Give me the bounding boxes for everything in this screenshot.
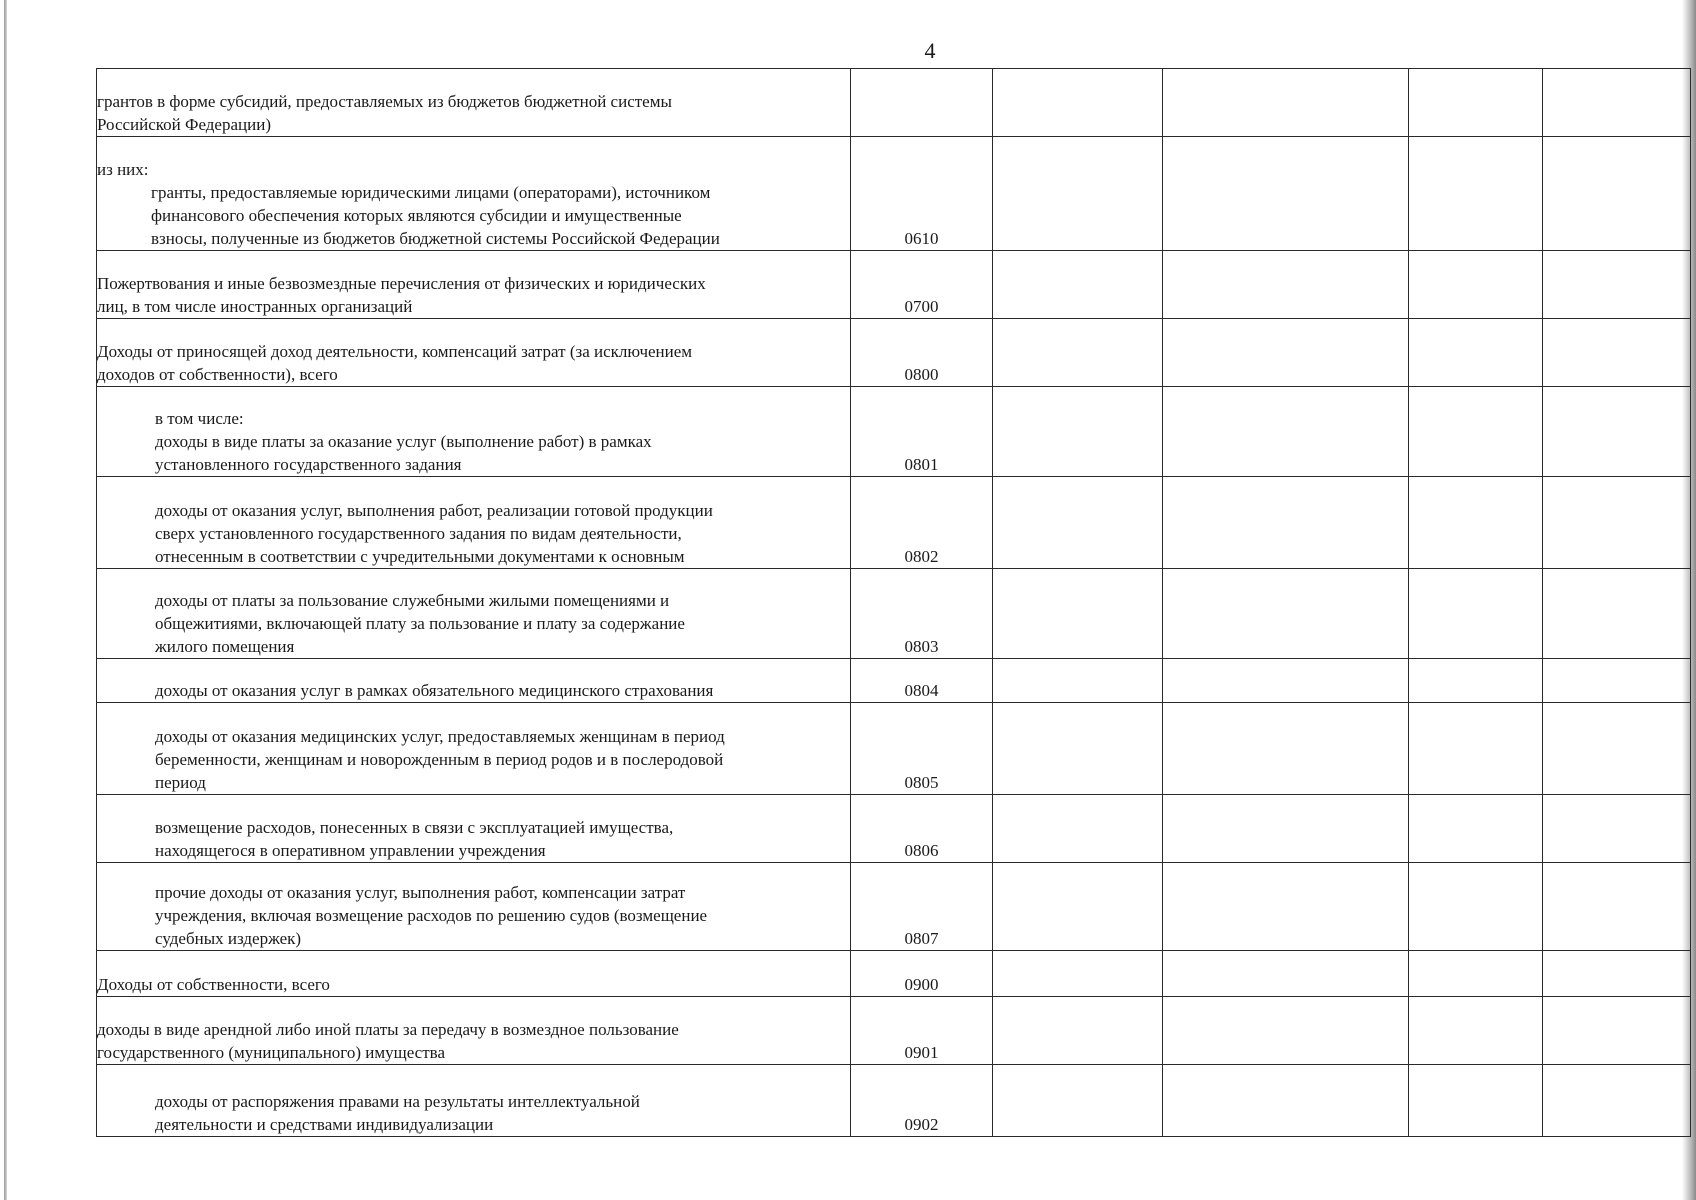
row-label: прочие доходы от оказания услуг, выполнения работ, компенсации затрат учреждения, включая возмещение расходов по решению судов (возмещение судебных издержек): [97, 863, 851, 951]
value-cell: [1163, 477, 1409, 569]
row-code: 0902: [851, 1065, 993, 1137]
value-cell: [1163, 659, 1409, 703]
value-cell: [993, 703, 1163, 795]
table-row: [97, 387, 1691, 477]
row-label: доходы от оказания услуг, выполнения работ, реализации готовой продукции сверх установленного государственного задания по видам деятельности, отнесенным в соответствии с учредительными документами к основным: [97, 477, 851, 569]
table-row: [97, 659, 1691, 703]
row-label: Пожертвования и иные безвозмездные перечисления от физических и юридических лиц, в том числе иностранных организаций: [97, 251, 851, 319]
value-cell: [1163, 951, 1409, 997]
value-cell: [1163, 569, 1409, 659]
row-code: 0610: [851, 137, 993, 251]
value-cell: [1409, 137, 1543, 251]
value-cell: [993, 951, 1163, 997]
value-cell: [1543, 951, 1691, 997]
value-cell: [993, 795, 1163, 863]
table-row: [97, 569, 1691, 659]
row-code: 0901: [851, 997, 993, 1065]
value-cell: [993, 69, 1163, 137]
value-cell: [993, 1065, 1163, 1137]
row-label: в том числе: доходы в виде платы за оказание услуг (выполнение работ) в рамках установленного государственного задания: [97, 387, 851, 477]
value-cell: [993, 387, 1163, 477]
value-cell: [1543, 319, 1691, 387]
table-row: [97, 863, 1691, 951]
row-code: 0700: [851, 251, 993, 319]
table-row: [97, 703, 1691, 795]
value-cell: [993, 997, 1163, 1065]
table-row: [97, 1065, 1691, 1137]
row-label: Доходы от собственности, всего: [97, 951, 851, 997]
value-cell: [1409, 477, 1543, 569]
row-label: доходы от распоряжения правами на результаты интеллектуальной деятельности и средствами индивидуализации: [97, 1065, 851, 1137]
value-cell: [1409, 659, 1543, 703]
table-row: [97, 951, 1691, 997]
row-label: доходы в виде арендной либо иной платы за передачу в возмездное пользование государственного (муниципального) имущества: [97, 997, 851, 1065]
value-cell: [1543, 137, 1691, 251]
row-code: 0807: [851, 863, 993, 951]
value-cell: [1163, 703, 1409, 795]
value-cell: [1543, 251, 1691, 319]
report-table: [96, 68, 1691, 1137]
page-number: 4: [924, 38, 936, 63]
value-cell: [1409, 69, 1543, 137]
value-cell: [1409, 251, 1543, 319]
value-cell: [1163, 319, 1409, 387]
value-cell: [993, 477, 1163, 569]
value-cell: [1543, 795, 1691, 863]
value-cell: [1543, 659, 1691, 703]
value-cell: [1543, 997, 1691, 1065]
value-cell: [1409, 951, 1543, 997]
table-row: [97, 69, 1691, 137]
value-cell: [1409, 319, 1543, 387]
row-label: Доходы от приносящей доход деятельности, компенсаций затрат (за исключением доходов от собственности), всего: [97, 319, 851, 387]
value-cell: [1163, 251, 1409, 319]
row-label: из них: гранты, предоставляемые юридическими лицами (операторами), источником финансового обеспечения которых являются субсидии и имущественные взносы, полученные из бюджетов бюджетной системы Российской Федерации: [97, 137, 851, 251]
value-cell: [1409, 795, 1543, 863]
value-cell: [1543, 703, 1691, 795]
value-cell: [1409, 569, 1543, 659]
value-cell: [1409, 387, 1543, 477]
row-label: доходы от оказания услуг в рамках обязательного медицинского страхования: [97, 659, 851, 703]
row-code: 0804: [851, 659, 993, 703]
row-code: 0800: [851, 319, 993, 387]
row-code: 0805: [851, 703, 993, 795]
value-cell: [993, 137, 1163, 251]
value-cell: [1163, 795, 1409, 863]
value-cell: [1543, 69, 1691, 137]
row-label: возмещение расходов, понесенных в связи с эксплуатацией имущества, находящегося в оперативном управлении учреждения: [97, 795, 851, 863]
row-code: 0802: [851, 477, 993, 569]
table-row: [97, 319, 1691, 387]
row-code: 0900: [851, 951, 993, 997]
value-cell: [1409, 1065, 1543, 1137]
value-cell: [1543, 863, 1691, 951]
value-cell: [1543, 569, 1691, 659]
value-cell: [1409, 997, 1543, 1065]
value-cell: [1163, 1065, 1409, 1137]
value-cell: [1543, 1065, 1691, 1137]
row-code: 0803: [851, 569, 993, 659]
row-code: 0801: [851, 387, 993, 477]
value-cell: [1409, 703, 1543, 795]
value-cell: [1163, 137, 1409, 251]
value-cell: [1163, 863, 1409, 951]
value-cell: [1543, 477, 1691, 569]
row-label: доходы от платы за пользование служебными жилыми помещениями и общежитиями, включающей плату за пользование и плату за содержание жилого помещения: [97, 569, 851, 659]
value-cell: [1163, 69, 1409, 137]
scan-edge-left: [4, 0, 7, 1200]
value-cell: [993, 319, 1163, 387]
table-row: [97, 795, 1691, 863]
row-code: [851, 69, 993, 137]
value-cell: [993, 251, 1163, 319]
row-label: грантов в форме субсидий, предоставляемых из бюджетов бюджетной системы Российской Федерации): [97, 69, 851, 137]
value-cell: [1163, 387, 1409, 477]
row-label: доходы от оказания медицинских услуг, предоставляемых женщинам в период беременности, женщинам и новорожденным в период родов и в послеродовой период: [97, 703, 851, 795]
value-cell: [1543, 387, 1691, 477]
value-cell: [1409, 863, 1543, 951]
table-row: [97, 997, 1691, 1065]
value-cell: [993, 863, 1163, 951]
row-code: 0806: [851, 795, 993, 863]
value-cell: [993, 659, 1163, 703]
table-row: [97, 477, 1691, 569]
value-cell: [993, 569, 1163, 659]
value-cell: [1163, 997, 1409, 1065]
table-row: [97, 251, 1691, 319]
table-row: [97, 137, 1691, 251]
